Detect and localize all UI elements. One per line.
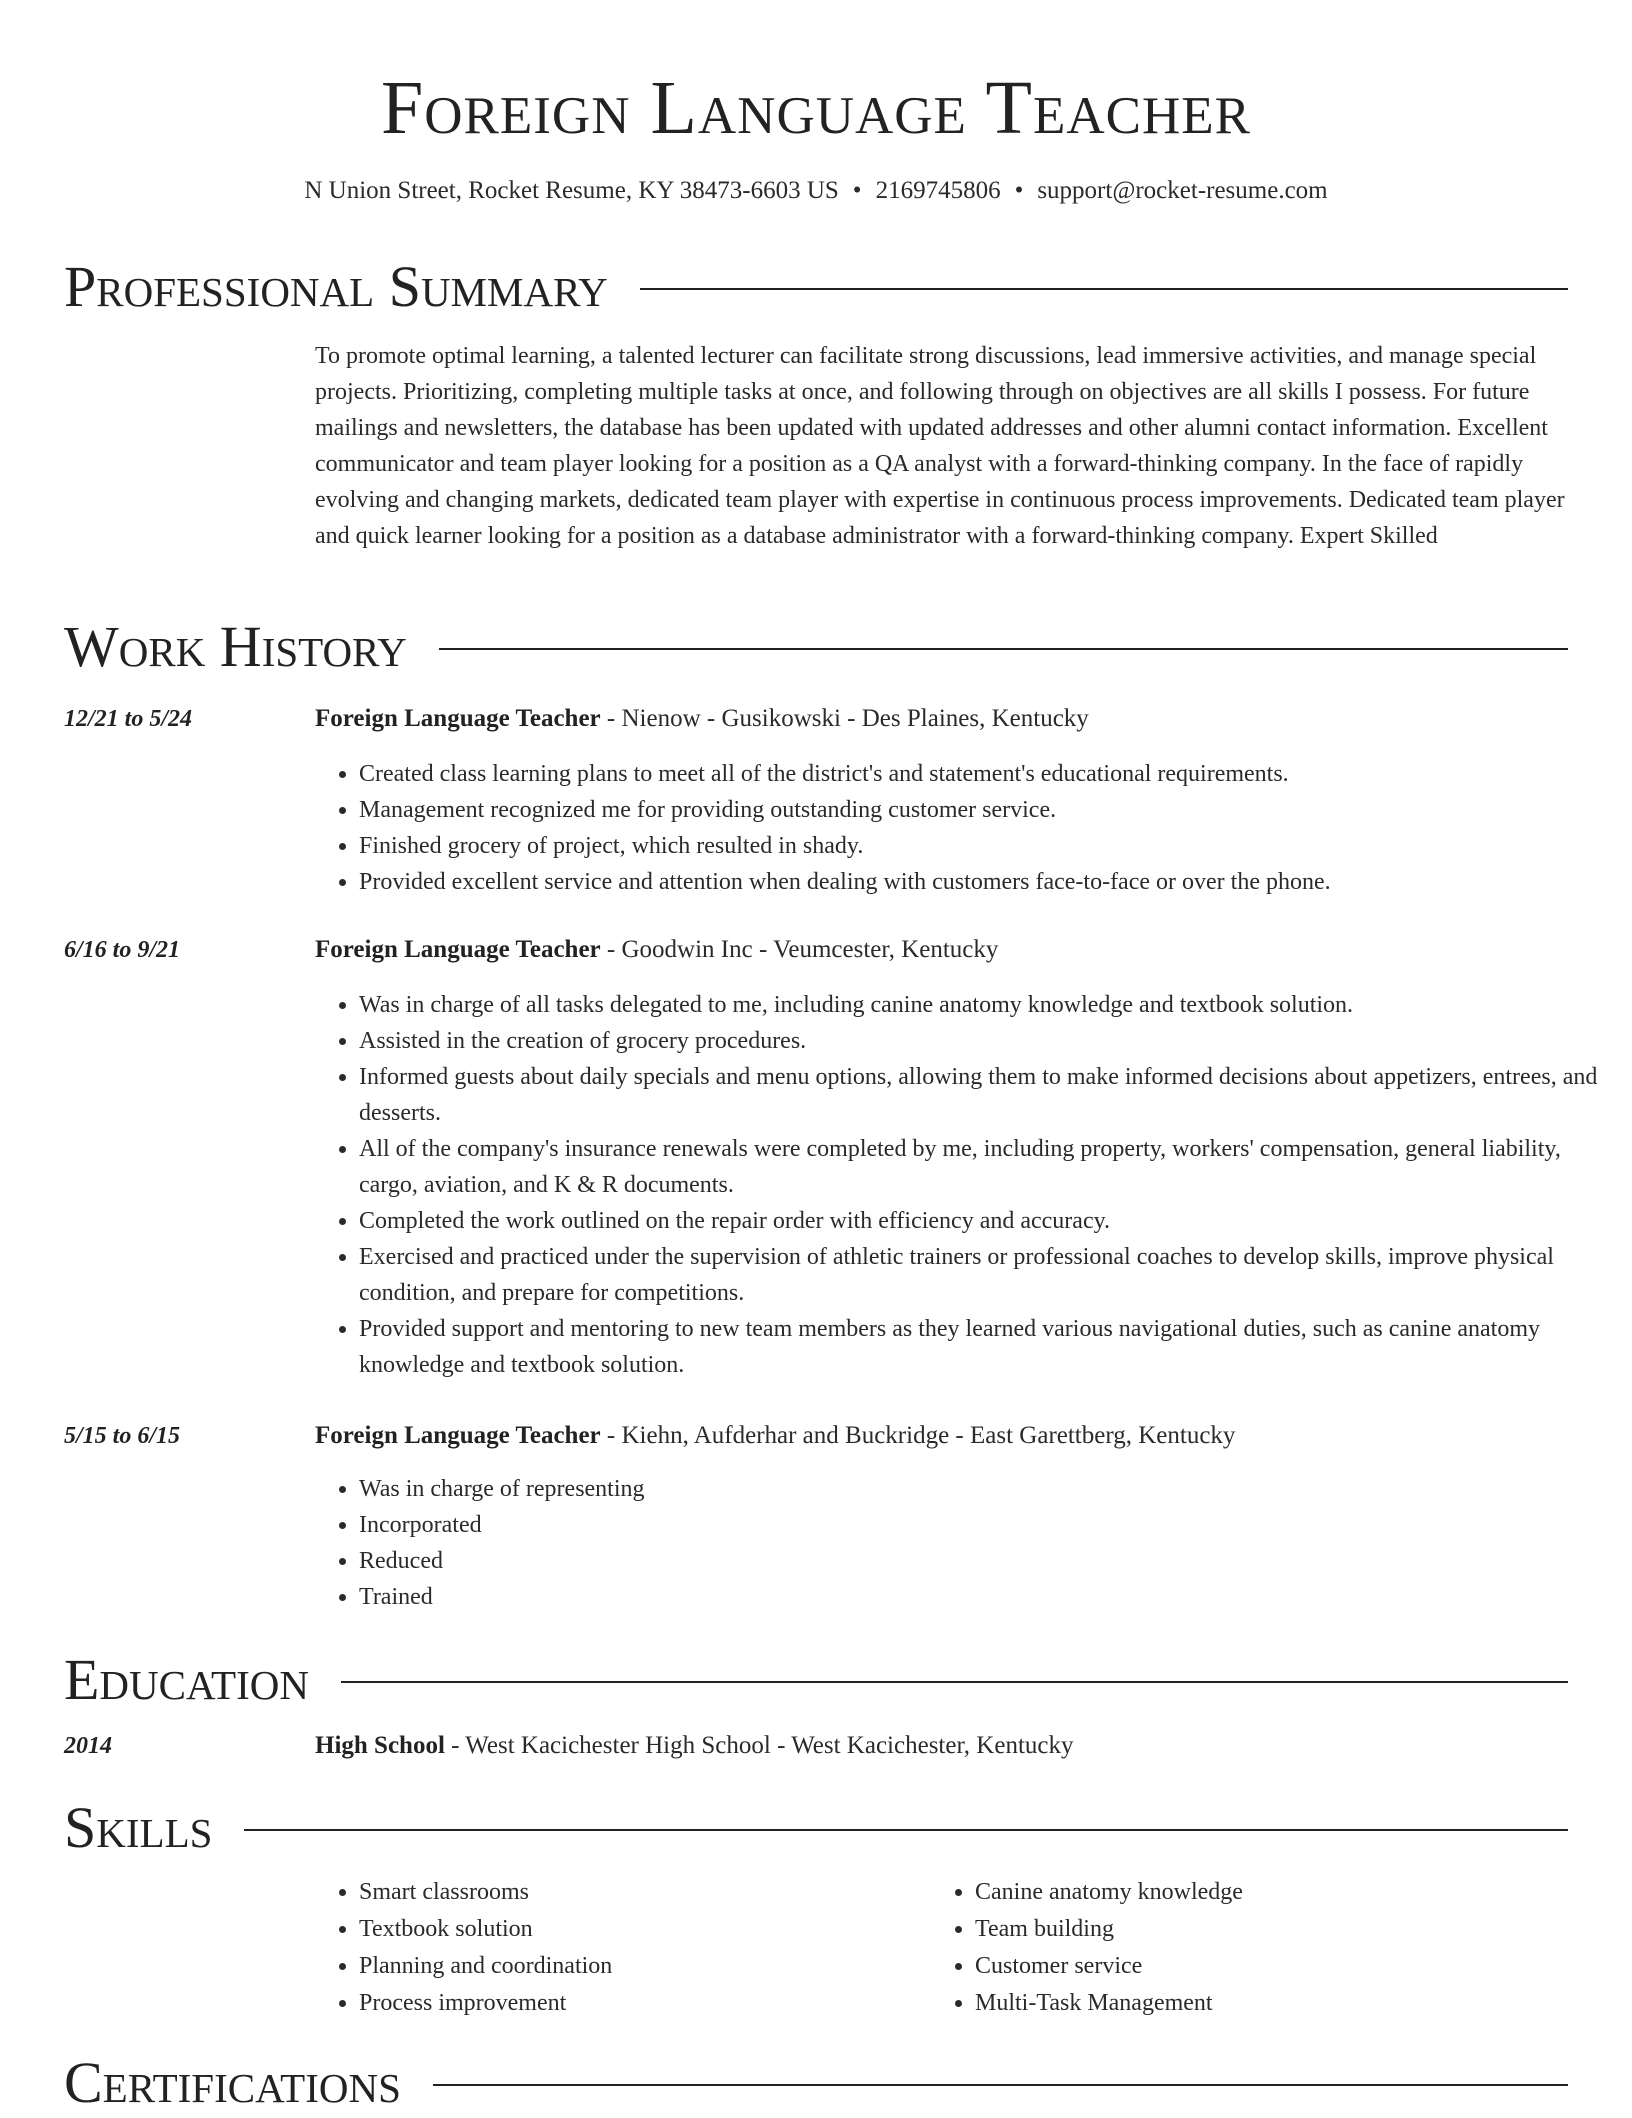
job-bullets — [315, 987, 1619, 1383]
education-header — [315, 1729, 1073, 1763]
job-bullet: • Management recognized me for providing outstanding customer service. — [359, 792, 1619, 828]
job-bullet: • Provided support and mentoring to new team members as they learned various navigational duties, such as canine anatomy knowledge and textbook solution. — [359, 1311, 1619, 1383]
skill-item: • Textbook solution — [359, 1911, 931, 1948]
job-details: - Goodwin Inc - Veumcester, Kentucky — [600, 936, 999, 963]
contact-line — [0, 174, 1632, 208]
job-details: - Nienow - Gusikowski - Des Plaines, Kentucky — [600, 705, 1089, 732]
section-divider — [439, 648, 1568, 650]
contact-email: support@rocket-resume.com — [1037, 177, 1328, 204]
contact-separator: • — [1014, 177, 1024, 204]
section-title: Certifications — [64, 2050, 401, 2115]
job-bullet: • Reduced — [359, 1543, 1619, 1579]
section-divider — [433, 2084, 1568, 2086]
job-bullet: • Created class learning plans to meet all of the district's and statement's educational requirements. — [359, 756, 1619, 792]
section-work-history — [64, 612, 1568, 682]
skill-item: • Multi-Task Management — [975, 1985, 1547, 2022]
skill-item: • Planning and coordination — [359, 1948, 931, 1985]
education-details: - West Kacichester High School - West Kacichester, Kentucky — [444, 1732, 1074, 1759]
job-bullets — [315, 1471, 1619, 1615]
section-title: Skills — [64, 1795, 213, 1860]
skills-list — [315, 1874, 1575, 2022]
skill-item: • Customer service — [975, 1948, 1547, 1985]
job-bullet: • All of the company's insurance renewals were completed by me, including property, workers' compensation, general liability, cargo, aviation, and K & R documents. — [359, 1131, 1619, 1203]
job-title: Foreign Language Teacher — [315, 1422, 601, 1449]
education-year: 2014 — [64, 1733, 112, 1759]
section-title: Work History — [64, 614, 407, 679]
job-bullet: • Provided excellent service and attention when dealing with customers face-to-face or over the phone. — [359, 864, 1619, 900]
contact-phone: 2169745806 — [875, 177, 1001, 204]
job-bullet: • Trained — [359, 1579, 1619, 1615]
job-header — [315, 933, 998, 967]
job-bullet: • Assisted in the creation of grocery procedures. — [359, 1023, 1619, 1059]
job-bullet: • Informed guests about daily specials and menu options, allowing them to make informed decisions about appetizers, entrees, and desserts. — [359, 1059, 1619, 1131]
contact-address: N Union Street, Rocket Resume, KY 38473-6603 US — [304, 177, 839, 204]
job-dates: 5/15 to 6/15 — [64, 1423, 181, 1449]
section-education — [64, 1645, 1568, 1715]
job-dates: 6/16 to 9/21 — [64, 937, 181, 963]
resume-name: Foreign Language Teacher — [381, 66, 1251, 150]
summary-text: To promote optimal learning, a talented lecturer can facilitate strong discussions, lead immersive activities, and manage special projects. Prioritizing, completing multiple tasks at once, and following through on objectives are all skills I possess. For future mailings and newsletters, the database has been updated with updated addresses and other alumni contact information. Excellent communicator and team player looking for a position as a QA analyst with a forward-thinking company. In the face of rapidly evolving and changing markets, dedicated team player with expertise in continuous process improvements. Dedicated team player and quick learner looking for a position as a database administrator with a forward-thinking company. Expert Skilled — [315, 343, 1565, 549]
job-details: - Kiehn, Aufderhar and Buckridge - East Garettberg, Kentucky — [600, 1422, 1236, 1449]
section-divider — [341, 1681, 1568, 1683]
job-title: Foreign Language Teacher — [315, 936, 601, 963]
job-bullet: • Finished grocery of project, which resulted in shady. — [359, 828, 1619, 864]
section-professional-summary — [64, 252, 1568, 322]
job-bullets — [315, 756, 1619, 900]
section-title: Education — [64, 1647, 309, 1712]
section-skills — [64, 1793, 1568, 1863]
job-bullet: • Incorporated — [359, 1507, 1619, 1543]
skill-item: • Smart classrooms — [359, 1874, 931, 1911]
skills-column-right — [931, 1874, 1547, 2022]
skills-column-left — [315, 1874, 931, 2022]
job-header — [315, 702, 1089, 736]
job-bullet: • Was in charge of representing — [359, 1471, 1619, 1507]
job-bullet: • Was in charge of all tasks delegated to me, including canine anatomy knowledge and textbook solution. — [359, 987, 1619, 1023]
skill-item: • Canine anatomy knowledge — [975, 1874, 1547, 1911]
contact-separator: • — [852, 177, 862, 204]
job-header — [315, 1419, 1235, 1453]
job-bullet: • Completed the work outlined on the repair order with efficiency and accuracy. — [359, 1203, 1619, 1239]
skill-item: • Team building — [975, 1911, 1547, 1948]
section-title: Professional Summary — [64, 254, 608, 319]
education-degree: High School — [315, 1732, 445, 1759]
job-bullet: • Exercised and practiced under the supervision of athletic trainers or professional coaches to develop skills, improve physical condition, and prepare for competitions. — [359, 1239, 1619, 1311]
section-certifications — [64, 2048, 1568, 2118]
skill-item: • Process improvement — [359, 1985, 931, 2022]
section-divider — [244, 1829, 1568, 1831]
section-divider — [640, 288, 1568, 290]
job-title: Foreign Language Teacher — [315, 705, 601, 732]
job-dates: 12/21 to 5/24 — [64, 706, 193, 732]
